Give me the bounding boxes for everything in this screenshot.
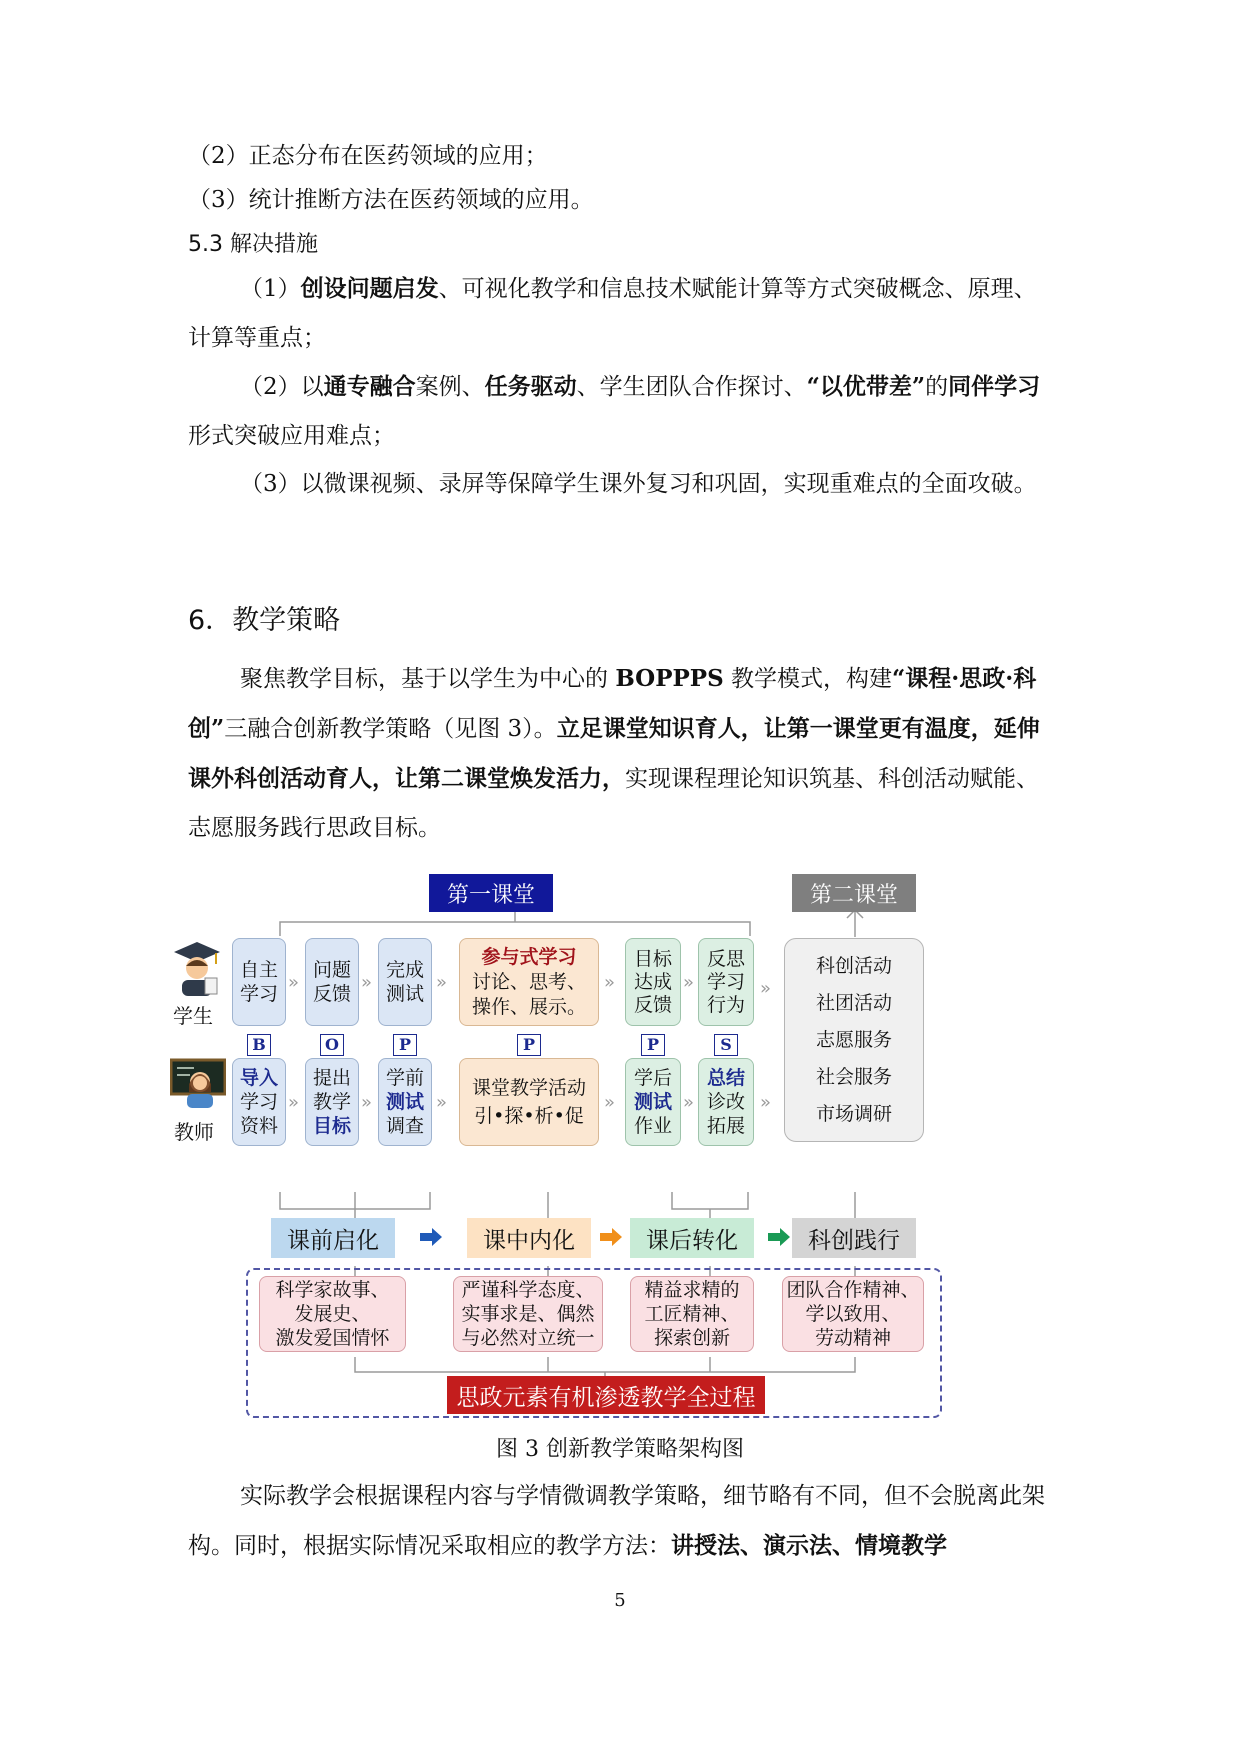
ideology-box-2: 严谨科学态度、 实事求是、偶然 与必然对立统一 (453, 1276, 603, 1352)
chevron-right-icon: » (760, 1092, 772, 1113)
teacher-pretest-box: 学前 测试 调查 (378, 1058, 432, 1146)
activity-item: 市场调研 (815, 1102, 892, 1125)
student-feedback-box: 问题 反馈 (305, 938, 359, 1026)
participatory-learning-box: 参与式学习 讨论、思考、 操作、展示。 (459, 938, 599, 1026)
teacher-posttest-box: 学后 测试 作业 (625, 1058, 681, 1146)
student-goal-feedback-box: 目标 达成 反馈 (625, 938, 681, 1026)
letter-b: B (247, 1034, 271, 1056)
phase-post-class: 课后转化 (630, 1218, 754, 1258)
chevron-right-icon: » (760, 978, 772, 999)
chevron-right-icon: » (683, 1092, 695, 1113)
chevron-right-icon: » (683, 972, 695, 993)
student-label: 学生 (173, 1004, 213, 1028)
letter-p: P (517, 1034, 541, 1056)
list-item-3: （3）统计推断方法在医药领域的应用。 (188, 187, 594, 213)
graduate-avatar-icon (172, 940, 222, 996)
ideology-bottom-bar: 思政元素有机渗透教学全过程 (447, 1376, 765, 1414)
page-number: 5 (614, 1590, 626, 1611)
measure-3: （3）以微课视频、录屏等保障学生课外复习和巩固，实现重难点的全面攻破。 (240, 471, 1037, 497)
activity-item: 社会服务 (815, 1065, 892, 1088)
teacher-label: 教师 (174, 1120, 214, 1144)
chevron-right-icon: » (436, 1092, 448, 1113)
ideology-box-4: 团队合作精神、 学以致用、 劳动精神 (782, 1276, 924, 1352)
closing-paragraph: 实际教学会根据课程内容与学情微调教学策略，细节略有不同，但不会脱离此架构。同时，根据实际情况采取相应的教学方法：讲授法、演示法、情境教学 (188, 1483, 1045, 1559)
phase-in-class: 课中内化 (467, 1218, 591, 1258)
phase-pre-class: 课前启化 (271, 1218, 395, 1258)
class-activity-box: 课堂教学活动 引•探•析•促 (459, 1058, 599, 1146)
chevron-right-icon: » (288, 1092, 300, 1113)
strategy-diagram (173, 852, 1060, 1422)
activity-item: 社团活动 (815, 991, 892, 1014)
letter-s: S (714, 1034, 738, 1056)
student-test-box: 完成 测试 (378, 938, 432, 1026)
chevron-right-icon: » (604, 972, 616, 993)
section-6-heading: 6．教学策略 (188, 605, 341, 636)
letter-p: P (393, 1034, 417, 1056)
second-class-title: 第二课堂 (792, 874, 916, 912)
second-class-activities (784, 938, 924, 1142)
chevron-right-icon: » (288, 972, 300, 993)
letter-o: O (320, 1034, 344, 1056)
chevron-right-icon: » (361, 972, 373, 993)
list-item-2: （2）正态分布在医药领域的应用； (188, 143, 548, 169)
teacher-goals-box: 提出 教学 目标 (305, 1058, 359, 1146)
measure-2: （2）以通专融合案例、任务驱动、学生团队合作探讨、“以优带差”的同伴学习形式突破应用难点； (188, 373, 1041, 449)
measure-1: （1）创设问题启发、可视化教学和信息技术赋能计算等方式突破概念、原理、计算等重点； (188, 275, 1037, 351)
ideology-box-1: 科学家故事、 发展史、 激发爱国情怀 (259, 1276, 406, 1352)
chevron-right-icon: » (361, 1092, 373, 1113)
teacher-avatar-icon (170, 1058, 226, 1108)
figure-caption: 图 3 创新教学策略架构图 (496, 1437, 744, 1462)
chevron-right-icon: » (436, 972, 448, 993)
teacher-intro-box: 导入 学习 资料 (232, 1058, 286, 1146)
phase-innovation: 科创践行 (792, 1218, 916, 1258)
student-self-study-box: 自主 学习 (232, 938, 286, 1026)
student-reflection-box: 反思 学习 行为 (698, 938, 754, 1026)
activity-item: 科创活动 (815, 954, 892, 977)
chevron-right-icon: » (604, 1092, 616, 1113)
teacher-summary-box: 总结 诊改 拓展 (698, 1058, 754, 1146)
ideology-box-3: 精益求精的 工匠精神、 探索创新 (630, 1276, 754, 1352)
letter-p: P (641, 1034, 665, 1056)
section-5-3-heading: 5.3 解决措施 (188, 232, 318, 257)
first-class-title: 第一课堂 (429, 874, 553, 912)
activity-item: 志愿服务 (815, 1028, 892, 1051)
section-6-paragraph: 聚焦教学目标，基于以学生为中心的 BOPPPS 教学模式，构建“课程·思政·科创”三融合创新教学策略（见图 3）。立足课堂知识育人，让第一课堂更有温度，延伸课外科创活动育人，让第二课堂焕发活力，实现课程理论知识筑基、科创活动赋能、志愿服务践行思政目标。 (188, 665, 1040, 841)
